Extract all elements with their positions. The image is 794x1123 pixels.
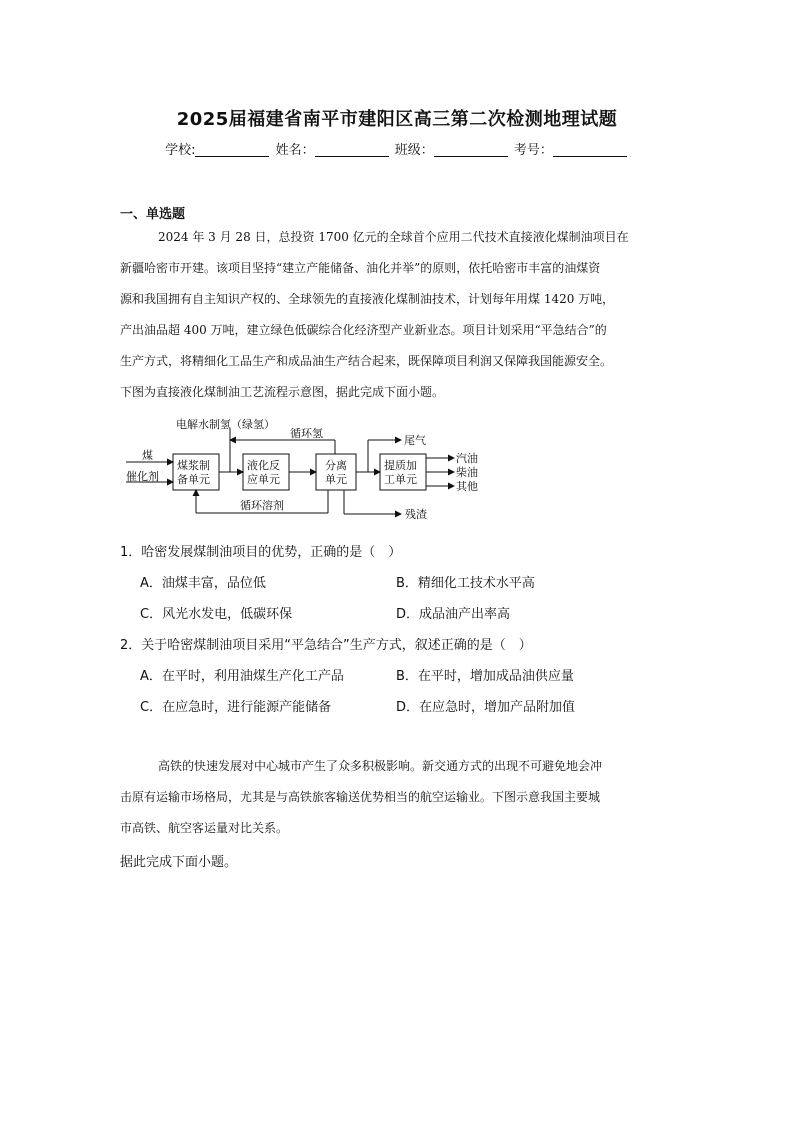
question-1-option-a[interactable]: A．油煤丰富，品位低 (140, 576, 266, 591)
box-upgrading-line2: 工单元 (384, 473, 417, 486)
id-blank[interactable] (553, 142, 627, 157)
label-other: 其他 (456, 480, 478, 493)
label-gasoline: 汽油 (456, 452, 478, 465)
box-separation-line1: 分离 (325, 459, 347, 472)
passage-2 (120, 751, 682, 844)
question-1-option-d[interactable]: D．成品油产出率高 (396, 607, 511, 622)
question-2-stem: 2．关于哈密煤制油项目采用“平急结合”生产方式，叙述正确的是（ ） (120, 638, 532, 653)
label-tail-gas: 尾气 (404, 434, 426, 447)
question-2-option-a[interactable]: A．在平时，利用油煤生产化工产品 (140, 669, 344, 684)
box-separation-line2: 单元 (325, 473, 347, 486)
coal-liquefaction-flow-diagram (118, 416, 498, 524)
box-liquefaction-line2: 应单元 (247, 473, 280, 486)
name-blank[interactable] (315, 142, 389, 157)
class-label: 班级： (394, 143, 434, 158)
class-blank[interactable] (434, 142, 508, 157)
passage-2-instruction: 据此完成下面小题。 (120, 855, 238, 870)
question-1-option-c[interactable]: C．风光水发电，低碳环保 (140, 607, 293, 622)
passage-1-line: 源和我国拥有自主知识产权的、全球领先的直接液化煤制油技术，计划每年用煤 1420 万吨， (120, 292, 615, 306)
question-1-option-b[interactable]: B．精细化工技术水平高 (396, 576, 535, 591)
school-blank[interactable] (195, 142, 269, 157)
passage-1-line: 生产方式，将精细化工品生产和成品油生产结合起来，既保障项目利润又保障我国能源安全。 (120, 354, 613, 368)
passage-2-line: 市高铁、航空客运量对比关系。 (120, 821, 289, 835)
student-info-line (0, 139, 794, 158)
passage-1-line: 下图为直接液化煤制油工艺流程示意图，据此完成下面小题。 (120, 385, 445, 399)
label-recycle-hydrogen: 循环氢 (290, 427, 323, 440)
page-title: 2025届福建省南平市建阳区高三第二次检测地理试题 (176, 109, 618, 130)
passage-1-line: 新疆哈密市开建。该项目坚持“建立产能储备、油化并举”的原则，依托哈密市丰富的油煤资 (120, 261, 601, 275)
question-2-option-d[interactable]: D．在应急时，增加产品附加值 (396, 700, 576, 715)
label-catalyst: 催化剂 (126, 470, 159, 483)
passage-2-line: 高铁的快速发展对中心城市产生了众多积极影响。新交通方式的出现不可避免地会冲 (158, 759, 603, 773)
box-slurry-prep-line1: 煤浆制 (177, 459, 210, 472)
label-diesel: 柴油 (456, 466, 478, 479)
question-1-stem: 1．哈密发展煤制油项目的优势，正确的是（ ） (120, 545, 402, 560)
label-coal: 煤 (142, 449, 153, 462)
passage-1 (120, 222, 682, 408)
id-label: 考号： (513, 143, 553, 158)
label-recycle-solvent: 循环溶剂 (240, 499, 284, 512)
question-2-option-c[interactable]: C．在应急时，进行能源产能储备 (140, 700, 332, 715)
label-electrolysis: 电解水制氢（绿氢） (176, 418, 275, 431)
question-2-option-b[interactable]: B．在平时，增加成品油供应量 (396, 669, 574, 684)
section-heading: 一、单选题 (120, 207, 186, 222)
passage-2-line: 击原有运输市场格局，尤其是与高铁旅客输送优势相当的航空运输业。下图示意我国主要城 (120, 790, 601, 804)
box-upgrading-line1: 提质加 (384, 459, 417, 472)
school-label: 学校: (165, 143, 196, 158)
passage-1-line: 2024 年 3 月 28 日，总投资 1700 亿元的全球首个应用二代技术直接液化煤制油项目在 (158, 230, 629, 244)
passage-1-line: 产出油品超 400 万吨，建立绿色低碳综合化经济型产业新业态。项目计划采用“平急结合”的 (120, 323, 607, 337)
label-residue: 残渣 (405, 508, 427, 521)
box-slurry-prep-line2: 备单元 (177, 473, 210, 486)
name-label: 姓名： (275, 143, 315, 158)
box-liquefaction-line1: 液化反 (247, 459, 280, 472)
